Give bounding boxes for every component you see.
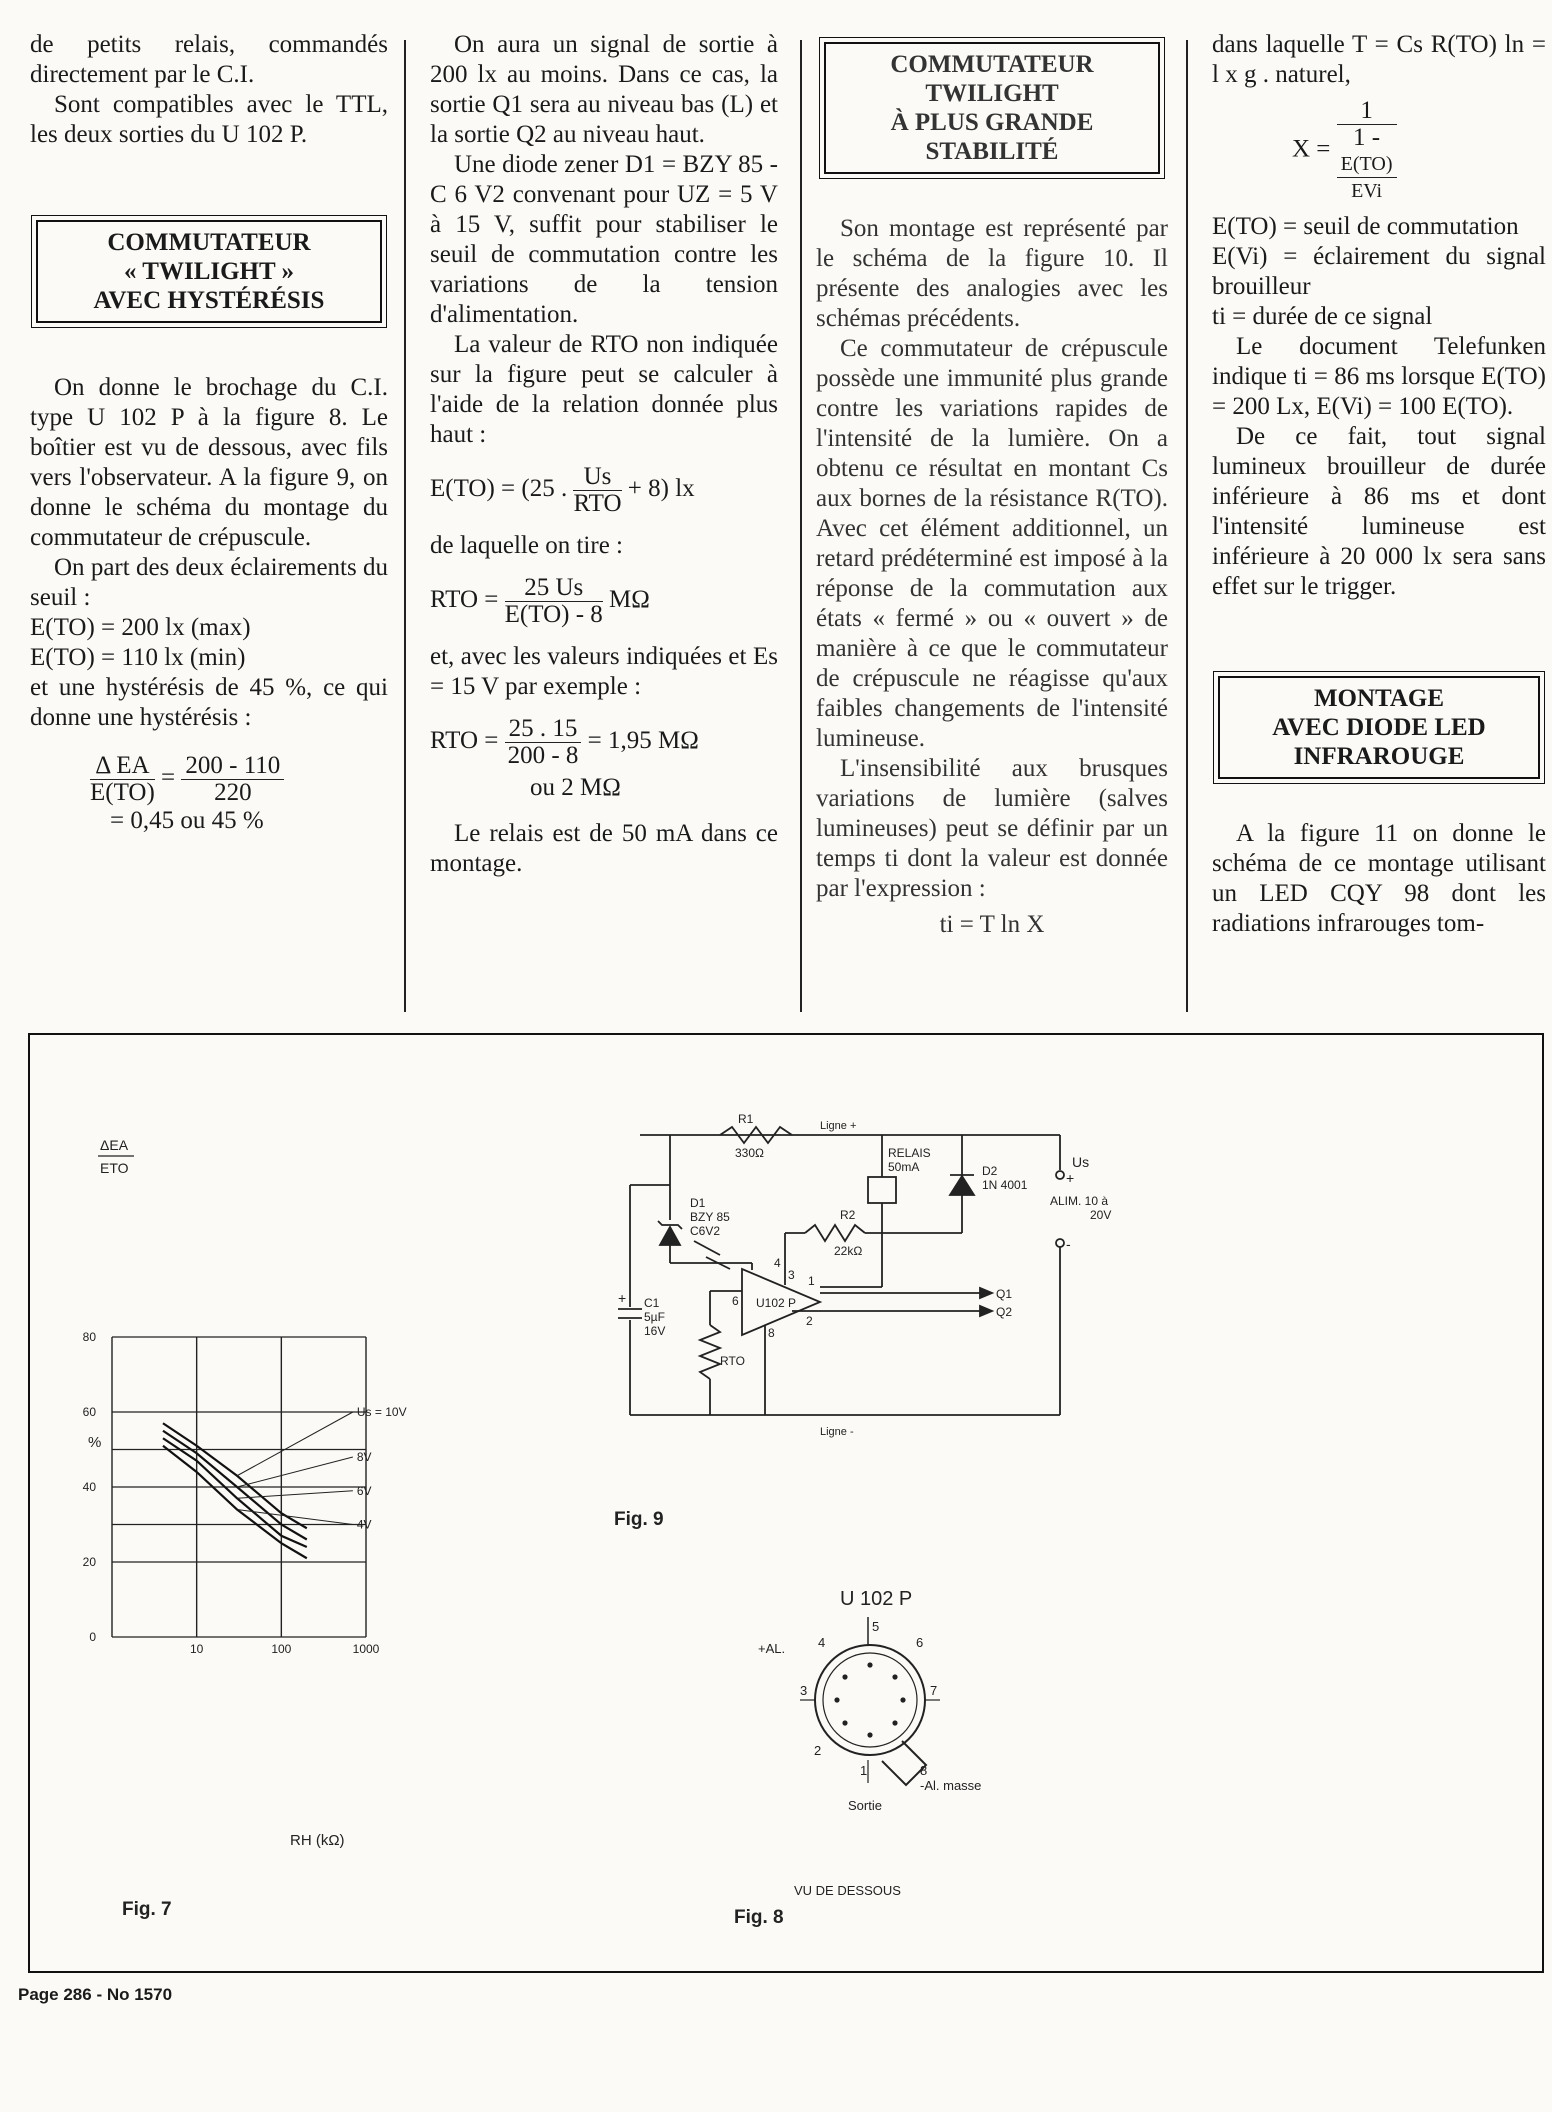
pin-label: 2 [806, 1314, 813, 1328]
equation-text: RTO = [430, 586, 499, 614]
minus-al-label: -Al. masse [920, 1778, 982, 1793]
column-divider [800, 40, 802, 1012]
col1-heading [36, 220, 382, 323]
r1-value: 330Ω [735, 1146, 764, 1160]
column-1 [30, 30, 388, 836]
ic-label: U102 P [756, 1296, 797, 1310]
fig8-caption: Fig. 8 [734, 1907, 784, 1928]
fig7-ytick-label: 20 [82, 1555, 96, 1569]
col1-heading-line: « TWILIGHT » [124, 258, 294, 285]
col3-paragraph-2: Ce commutateur de crépuscule possède une immunité plus grande contre les variations rapides de l'intensité de la lumière. On a obtenu ce résultat en montant Cs aux bornes de la résistance R(TO). Avec cet élément additionnel, un retard prédéterminé est imposé à la réponse de la commutation aux états « fermé » ou « ouvert » de manière à ce que le commutateur de crépuscule ne réagisse qu'aux faibles changements de l'intensité lumineuse. [816, 335, 1168, 752]
fig7-label-leader [237, 1412, 353, 1476]
col1-equation-max: E(TO) = 200 lx (max) [30, 614, 251, 641]
col4-paragraph-3: E(Vi) = éclairement du signal brouilleur [1212, 243, 1546, 300]
column-divider [404, 40, 406, 1012]
equals-sign: = [161, 764, 182, 792]
pin-number: 2 [814, 1743, 822, 1758]
q2-arrow [980, 1306, 992, 1316]
equation-text: 1 - [1353, 124, 1381, 151]
col3-equation: ti = T ln X [939, 911, 1045, 938]
fig7-ytick-label: 0 [89, 1630, 96, 1644]
fraction-denominator: E(TO) - 8 [504, 601, 603, 628]
fig7-series-label: 4V [356, 1517, 372, 1532]
fraction [181, 753, 284, 806]
equation-text: X = [1292, 135, 1331, 163]
fraction-numerator: Δ EA [90, 753, 155, 780]
c1-plus: + [618, 1290, 627, 1306]
fig7-ylabel-bottom: ETO [100, 1160, 129, 1176]
col1-paragraph-2: Sont compatibles avec le TTL, les deux sorties du U 102 P. [30, 91, 388, 148]
fig7-chart [83, 1137, 407, 1920]
fig7-series-label: 6V [356, 1483, 372, 1498]
d2-label: D2 [982, 1164, 998, 1178]
alim-value: 20V [1090, 1208, 1112, 1222]
us-minus-sign: - [1066, 1236, 1071, 1252]
col2-paragraph-1: On aura un signal de sortie à 200 lx au moins. Dans ce cas, la sortie Q1 sera au niveau bas (L) et la sortie Q2 au niveau haut. [430, 31, 778, 148]
figure-panel [28, 1033, 1544, 1973]
col4-paragraph-4: ti = durée de ce signal [1212, 303, 1433, 330]
c1-value: 5µF [644, 1310, 665, 1324]
col3-heading-line: À PLUS GRANDE [890, 109, 1094, 136]
rto-label: RTO [720, 1354, 745, 1368]
pin-label: 8 [768, 1326, 775, 1340]
fig7-ytick-label: 80 [82, 1330, 96, 1344]
column-2 [430, 30, 778, 879]
equation-text: MΩ [609, 586, 650, 614]
q1-arrow [980, 1288, 992, 1298]
light-arrow [694, 1241, 720, 1255]
fig7-caption: Fig. 7 [122, 1899, 172, 1920]
fraction-numerator: E(TO) [1337, 151, 1397, 178]
col2-equation-alt: ou 2 MΩ [530, 774, 621, 801]
pin-number: 8 [920, 1763, 928, 1778]
relay-label: RELAIS [888, 1146, 931, 1160]
fraction [505, 716, 582, 769]
col1-equation-min: E(TO) = 110 lx (min) [30, 644, 246, 671]
fig8-view-label: VU DE DESSOUS [794, 1883, 901, 1898]
col2-paragraph-2: Une diode zener D1 = BZY 85 - C 6 V2 convenant pour UZ = 5 V à 15 V, suffit pour stabiliser le seuil de commutation contre les variations de la tension d'alimentation. [430, 151, 778, 328]
relay-coil [868, 1177, 896, 1203]
pin-dots [834, 1662, 905, 1737]
col4-heading-line: AVEC DIODE LED [1272, 714, 1486, 741]
fig7-xtick-label: 10 [189, 1642, 204, 1656]
fraction [505, 575, 603, 628]
pin-dot [900, 1697, 905, 1702]
pin-number: 4 [818, 1635, 826, 1650]
pin-number: 3 [800, 1683, 808, 1698]
col4-paragraph-7: A la figure 11 on donne le schéma de ce montage utilisant un LED CQY 98 dont les radiations infrarouges tom- [1212, 820, 1546, 937]
col4-equation-x [1292, 98, 1546, 204]
c1-label: C1 [644, 1296, 660, 1310]
col4-paragraph-5: Le document Telefunken indique ti = 86 ms lorsque E(TO) = 200 Lx, E(Vi) = 100 E(TO). [1212, 333, 1546, 420]
fig7-series-label: 8V [356, 1450, 372, 1464]
fraction-numerator: Us [573, 464, 621, 491]
fraction [90, 753, 155, 806]
col2-paragraph-4: de laquelle on tire : [430, 532, 623, 559]
pin-number: 6 [916, 1635, 924, 1650]
fig7-ytick-label: 40 [82, 1480, 96, 1494]
fig7-curves [163, 1405, 407, 1558]
sortie-label: Sortie [848, 1798, 882, 1813]
fig8-pinout [734, 1588, 981, 1928]
ligne-plus-label: Ligne + [820, 1120, 857, 1132]
d1-zener [660, 1227, 680, 1245]
column-divider [1186, 40, 1188, 1012]
col3-heading-line: TWILIGHT [925, 80, 1059, 107]
fraction [1337, 98, 1397, 204]
pin-leads [800, 1700, 940, 1783]
pin-dot [834, 1697, 839, 1702]
fraction-numerator: 1 [1337, 98, 1397, 125]
fraction-denominator: EVi [1351, 180, 1383, 202]
ligne-minus-label: Ligne - [820, 1426, 854, 1438]
col4-paragraph-2: E(TO) = seuil de commutation [1212, 213, 1519, 240]
equation-text: = 1,95 MΩ [587, 727, 699, 755]
fraction-denominator: RTO [573, 490, 622, 517]
fig7-yunit: % [88, 1434, 102, 1451]
fraction [573, 464, 621, 517]
col4-paragraph-6: De ce fait, tout signal lumineux brouilleur de durée inférieure à 86 ms et dont l'intensité lumineuse est inférieure à 20 000 lx sera sans effet sur le trigger. [1212, 423, 1546, 600]
col4-heading [1218, 676, 1540, 779]
fig7-xlabel: RH (kΩ) [290, 1832, 345, 1849]
fig7-series-label: Us = 10V [356, 1405, 407, 1419]
fig7-ytick-label: 60 [82, 1405, 96, 1419]
us-plus-sign: + [1066, 1170, 1075, 1186]
us-minus-terminal [1056, 1239, 1064, 1247]
col4-paragraph-1: dans laquelle T = Cs R(TO) ln = l x g . naturel, [1212, 31, 1546, 88]
plus-al-label: +AL. [758, 1641, 786, 1656]
col2-equation-c [430, 716, 778, 769]
col4-heading-line: MONTAGE [1313, 685, 1445, 712]
fraction-numerator: 25 Us [505, 575, 603, 602]
pin-dot [892, 1674, 897, 1679]
fig7-series-line [163, 1431, 307, 1540]
col1-paragraph-1: de petits relais, commandés directement par le C.I. [30, 31, 388, 88]
fraction-denominator: 200 - 8 [507, 742, 579, 769]
pin-dot [867, 1732, 872, 1737]
c1-value-2: 16V [644, 1324, 666, 1338]
rto-resistor [700, 1325, 720, 1379]
r2-resistor [805, 1225, 865, 1241]
col2-equation-a [430, 464, 778, 517]
pin-dot [892, 1720, 897, 1725]
col3-paragraph-1: Son montage est représenté par le schéma de la figure 10. Il présente des analogies avec les schémas précédents. [816, 215, 1168, 332]
pin-label: 1 [808, 1274, 815, 1288]
col2-paragraph-3: La valeur de RTO non indiquée sur la figure peut se calculer à l'aide de la relation donnée plus haut : [430, 331, 778, 448]
q2-label: Q2 [996, 1305, 1013, 1319]
page-footer: Page 286 - No 1570 [18, 1985, 173, 2004]
fig7-label-leader [237, 1457, 353, 1487]
alim-label: ALIM. 10 à [1050, 1194, 1109, 1208]
fig7-series-line [163, 1446, 307, 1559]
fig7-xtick-label: 1000 [352, 1642, 380, 1656]
pin-number: 5 [872, 1619, 880, 1634]
col3-paragraph-3: L'insensibilité aux brusques variations de lumière (salves lumineuses) peut se définir par un temps ti dont la valeur est donnée par l'expression : [816, 755, 1168, 902]
equation-text: + 8) lx [627, 475, 695, 503]
fraction-denominator: 220 [214, 779, 252, 806]
d1-value: BZY 85 [690, 1210, 730, 1224]
col2-equation-b [430, 575, 778, 628]
pin-number: 7 [930, 1683, 938, 1698]
pin-dot [842, 1720, 847, 1725]
d1-value-2: C6V2 [690, 1224, 721, 1238]
equation-text: E(TO) = (25 . [430, 475, 568, 503]
fig8-title: U 102 P [840, 1588, 913, 1610]
column-4 [1212, 30, 1546, 939]
col1-paragraph-4: On part des deux éclairements du seuil : [30, 554, 388, 611]
pin-number: 1 [860, 1763, 868, 1778]
us-label: Us [1072, 1154, 1090, 1170]
col1-paragraph-5: et une hystérésis de 45 %, ce qui donne une hystérésis : [30, 674, 388, 731]
pin-label: 3 [788, 1268, 795, 1282]
fig7-series-line [163, 1423, 307, 1528]
figure-svg [30, 1035, 1542, 1971]
d2-value: 1N 4001 [982, 1178, 1028, 1192]
fraction [1337, 151, 1397, 204]
fraction-numerator: 25 . 15 [505, 716, 582, 743]
col3-heading-line: COMMUTATEUR [890, 51, 1094, 78]
col1-heading-line: COMMUTATEUR [107, 229, 311, 256]
fig9-labels [614, 1112, 1111, 1530]
fig7-ylabel-top: ΔEA [100, 1137, 129, 1153]
pin-label: 4 [774, 1256, 781, 1270]
fig9-caption: Fig. 9 [614, 1509, 664, 1530]
d2-diode [950, 1176, 974, 1195]
q1-label: Q1 [996, 1287, 1013, 1301]
col1-paragraph-3: On donne le brochage du C.I. type U 102 P à la figure 8. Le boîtier est vu de dessous, avec fils vers l'observateur. A la figure 9, on donne le schéma du montage du commutateur de crépuscule. [30, 374, 388, 551]
relay-value: 50mA [888, 1160, 920, 1174]
fraction-numerator: 200 - 110 [181, 753, 284, 780]
us-plus-terminal [1056, 1171, 1064, 1179]
r2-label: R2 [840, 1208, 856, 1222]
r1-label: R1 [738, 1112, 754, 1126]
fraction-denominator: E(TO) [90, 779, 155, 806]
fig7-series-line [163, 1438, 307, 1547]
pin-label: 6 [732, 1294, 739, 1308]
fig7-xtick-label: 100 [271, 1642, 292, 1656]
col2-paragraph-6: Le relais est de 50 mA dans ce montage. [430, 820, 778, 877]
r2-value: 22kΩ [834, 1244, 863, 1258]
col3-heading-line: STABILITÉ [925, 138, 1059, 165]
column-3 [816, 30, 1168, 940]
d1-label: D1 [690, 1196, 706, 1210]
pin-dot [867, 1662, 872, 1667]
col1-hysteresis-equation [90, 753, 388, 806]
equation-text: RTO = [430, 727, 499, 755]
col1-heading-line: AVEC HYSTÉRÉSIS [93, 287, 325, 314]
package-outline [815, 1645, 925, 1755]
pin-dot [842, 1674, 847, 1679]
col4-heading-line: INFRAROUGE [1293, 743, 1465, 770]
col3-heading [824, 42, 1160, 174]
col1-equation-result: = 0,45 ou 45 % [110, 807, 264, 834]
col2-paragraph-5: et, avec les valeurs indiquées et Es = 15 V par exemple : [430, 643, 778, 700]
fraction-denominator [1337, 125, 1397, 204]
